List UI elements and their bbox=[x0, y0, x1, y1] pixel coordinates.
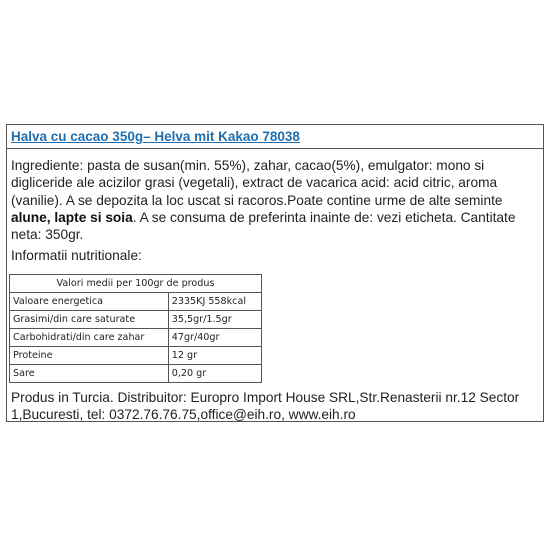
nutrient-name: Sare bbox=[10, 365, 169, 383]
nutrition-table-header-row bbox=[10, 275, 262, 293]
nutrition-table bbox=[9, 274, 262, 383]
ingredients-tail: . A se consuma de preferinta inainte de: vezi eticheta. Cantitate neta: 350gr. bbox=[11, 209, 516, 243]
nutrition-table-header: Valori medii per 100gr de produs bbox=[10, 275, 262, 293]
table-row bbox=[10, 311, 262, 329]
distributor-footer: Produs in Turcia. Distribuitor: Europro Import House SRL,Str.Renasterii nr.12 Sector 1,Bucuresti, tel: 0372.76.76.75,office@eih.ro, www.eih.ro bbox=[11, 390, 520, 423]
title-row bbox=[7, 125, 543, 149]
allergens-bold: alune, lapte si soia bbox=[11, 209, 133, 225]
nutrient-value: 2335KJ 558kcal bbox=[168, 293, 261, 311]
nutrient-value: 0,20 gr bbox=[168, 365, 261, 383]
nutrition-heading: Informatii nutritionale: bbox=[11, 248, 142, 263]
table-row bbox=[10, 347, 262, 365]
ingredients-body: Ingrediente: pasta de susan(min. 55%), zahar, cacao(5%), emulgator: mono si digliceride ale acizilor grasi (vegetali), extract de vacarica acid: acid citric, aroma (vanilie). A se depozita la loc uscat si racoros.Poate contine urme de alte seminte bbox=[11, 158, 503, 208]
product-title: Halva cu cacao 350g– Helva mit Kakao 78038 bbox=[11, 129, 300, 144]
table-row bbox=[10, 365, 262, 383]
table-row bbox=[10, 329, 262, 347]
ingredients-text bbox=[11, 157, 539, 243]
nutrient-name: Carbohidrati/din care zahar bbox=[10, 329, 169, 347]
nutrient-value: 35,5gr/1.5gr bbox=[168, 311, 261, 329]
nutrient-value: 12 gr bbox=[168, 347, 261, 365]
table-row bbox=[10, 293, 262, 311]
nutrient-name: Proteine bbox=[10, 347, 169, 365]
nutrient-value: 47gr/40gr bbox=[168, 329, 261, 347]
nutrient-name: Valoare energetica bbox=[10, 293, 169, 311]
nutrient-name: Grasimi/din care saturate bbox=[10, 311, 169, 329]
